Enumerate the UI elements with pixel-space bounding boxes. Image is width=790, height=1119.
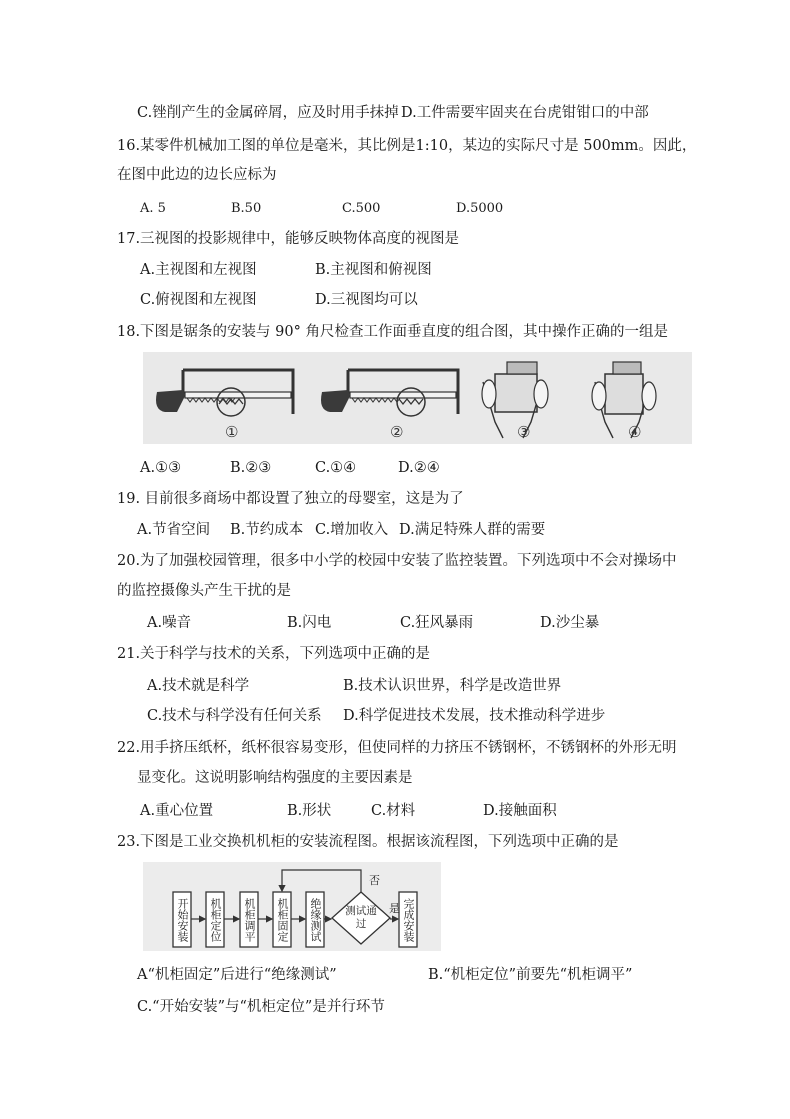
q16-option-d: D.5000 [456,201,504,216]
square-check-4 [592,362,656,438]
q18-stem: 18.下图是锯条的安装与 90° 角尺检查工作面垂直度的组合图，其中操作正确的一组是 [117,324,668,340]
q17-option-d: D.三视图均可以 [315,292,418,308]
q22-option-a: A.重心位置 [140,803,214,819]
flow-step-1-label: 开始安装 [176,898,189,942]
q15-option-d: D.工件需要牢固夹在台虎钳钳口的中部 [401,105,649,121]
q23-option-b: B.“机柜定位”前要先“机柜调平” [428,967,633,983]
q18-option-b: B.②③ [230,460,272,476]
q23-option-c: C.“开始安装”与“机柜定位”是并行环节 [137,999,385,1015]
q18-figure [143,352,692,444]
hacksaw-2 [321,370,458,416]
figure-label-4: ④ [628,423,642,441]
q23-flowchart [143,862,441,951]
figure-label-3: ③ [517,423,531,441]
q22-stem-line2: 显变化。这说明影响结构强度的主要因素是 [137,770,413,786]
q16-option-a: A. 5 [140,201,166,216]
q17-option-a: A.主视图和左视图 [140,262,257,278]
q23-stem: 23.下图是工业交换机机柜的安装流程图。根据该流程图，下列选项中正确的是 [117,834,619,850]
q22-option-b: B.形状 [287,803,332,819]
flow-end-label: 完成安装 [402,898,415,942]
q16-stem-line2: 在图中此边的边长应标为 [117,167,277,183]
q20-stem-line1: 20.为了加强校园管理，很多中小学的校园中安装了监控装置。下列选项中不会对操场中 [117,553,677,569]
q21-option-b: B.技术认识世界，科学是改造世界 [343,678,562,694]
q15-option-c: C.锉削产生的金属碎屑，应及时用手抹掉 [137,105,399,121]
flow-step-4-label: 机柜固定 [276,898,289,942]
q23-option-a: A“机柜固定”后进行“绝缘测试” [137,967,337,983]
square-check-3 [482,362,548,438]
q17-stem: 17.三视图的投影规律中，能够反映物体高度的视图是 [117,231,460,247]
q22-option-d: D.接触面积 [483,803,557,819]
figure-label-2: ② [390,423,404,441]
q22-option-c: C.材料 [371,803,416,819]
q17-option-b: B.主视图和俯视图 [315,262,432,278]
q19-stem: 19. 目前很多商场中都设置了独立的母婴室，这是为了 [117,491,464,507]
q18-option-c: C.①④ [315,460,357,476]
q21-option-c: C.技术与科学没有任何关系 [147,708,322,724]
flow-step-2-label: 机柜定位 [209,898,222,942]
q20-option-c: C.狂风暴雨 [400,615,474,631]
q19-option-d: D.满足特殊人群的需要 [399,522,546,538]
flow-step-3-label: 机柜调平 [243,898,256,942]
q18-option-d: D.②④ [398,460,440,476]
q21-option-d: D.科学促进技术发展，技术推动科学进步 [343,708,606,724]
q20-stem-line2: 的监控摄像头产生干扰的是 [117,583,291,599]
q20-option-d: D.沙尘暴 [540,615,600,631]
flow-decision-label: 测试通过 [345,905,377,930]
hacksaw-1 [156,370,293,416]
q19-option-c: C.增加收入 [315,522,389,538]
q21-option-a: A.技术就是科学 [147,678,250,694]
q17-option-c: C.俯视图和左视图 [140,292,257,308]
q19-option-a: A.节省空间 [137,522,211,538]
flow-yes-label: 是 [389,902,400,915]
flow-step-5-label: 绝缘测试 [309,898,322,942]
q18-option-a: A.①③ [140,460,182,476]
q21-stem: 21.关于科学与技术的关系，下列选项中正确的是 [117,646,431,662]
q22-stem-line1: 22.用手挤压纸杯，纸杯很容易变形，但使同样的力挤压不锈钢杯，不锈钢杯的外形无明 [117,740,677,756]
q16-stem-line1: 16.某零件机械加工图的单位是毫米，其比例是1:10，某边的实际尺寸是 500mm。因此， [117,138,697,154]
figure-label-1: ① [225,423,239,441]
q20-option-b: B.闪电 [287,615,332,631]
q20-option-a: A.噪音 [147,615,192,631]
q16-option-b: B.50 [231,201,262,216]
q18-figure-svg [143,352,692,444]
flow-no-label: 否 [369,874,380,887]
q16-option-c: C.500 [342,201,381,216]
q19-option-b: B.节约成本 [230,522,304,538]
